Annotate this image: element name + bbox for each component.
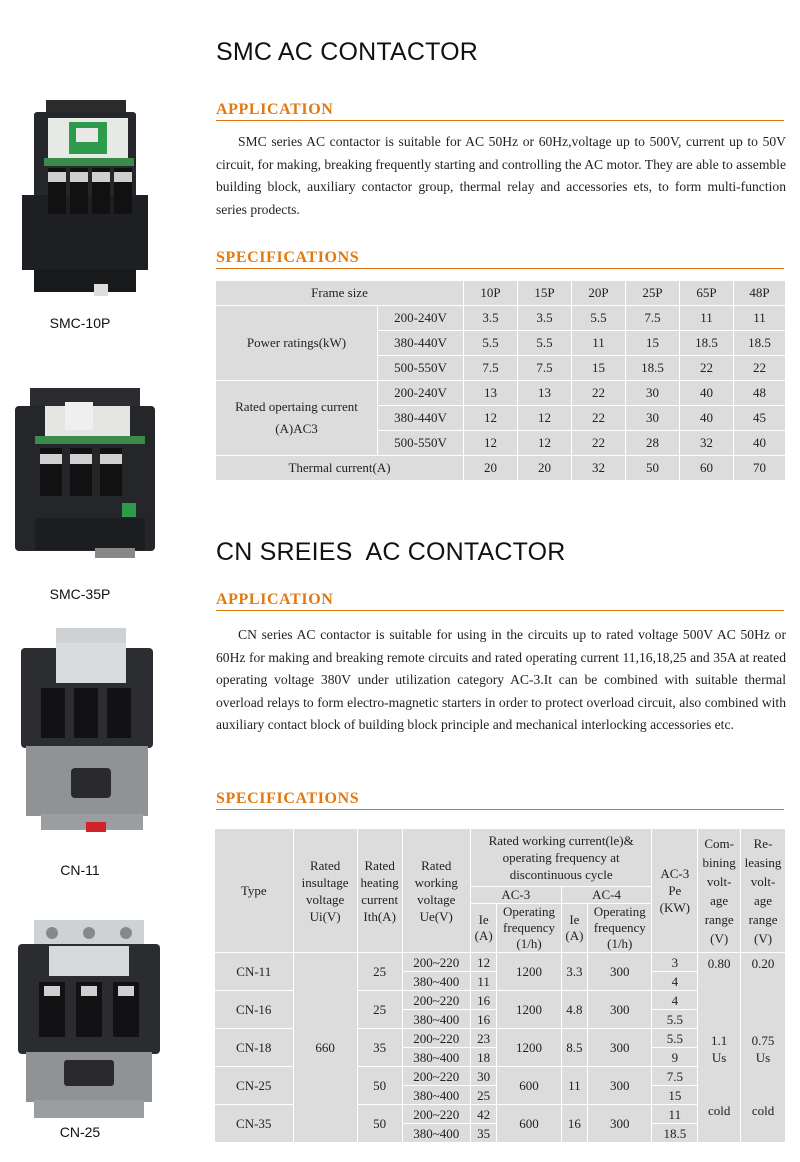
voltage-cell: 200-240V	[378, 381, 464, 406]
table-cell: 7.5	[652, 1067, 698, 1086]
table-cell: 380~400	[402, 1086, 470, 1105]
table-header-row	[215, 829, 786, 887]
table-row	[215, 953, 786, 972]
table-cell: 300	[588, 1029, 652, 1067]
table-cell: 25	[357, 953, 402, 991]
table-cell: 30	[470, 1067, 497, 1086]
table-cell: 13	[464, 381, 518, 406]
frame-header: 15P	[518, 281, 572, 306]
type-cell: CN-35	[215, 1105, 294, 1143]
table-cell: 22	[680, 356, 734, 381]
ui-value-cell: 660	[293, 953, 357, 1143]
frame-header: 20P	[572, 281, 626, 306]
table-row	[216, 456, 786, 481]
table-cell: 15	[652, 1086, 698, 1105]
table-cell: 200~220	[402, 1029, 470, 1048]
table-cell: 300	[588, 1067, 652, 1105]
voltage-cell: 200-240V	[378, 306, 464, 331]
table-cell: 300	[588, 991, 652, 1029]
type-cell: CN-25	[215, 1067, 294, 1105]
table-cell: 13	[518, 381, 572, 406]
table-cell: 22	[572, 381, 626, 406]
table-cell: 5.5	[652, 1029, 698, 1048]
table-cell: 60	[680, 456, 734, 481]
type-cell: CN-16	[215, 991, 294, 1029]
cn-specifications-heading: SPECIFICATIONS	[216, 790, 784, 810]
table-cell: 7.5	[464, 356, 518, 381]
table-cell: 40	[734, 431, 786, 456]
product-caption: SMC-35P	[49, 586, 111, 602]
table-cell: 35	[470, 1124, 497, 1143]
table-cell: 5.5	[518, 331, 572, 356]
product-caption: CN-11	[60, 862, 100, 878]
table-cell: 380~400	[402, 972, 470, 991]
ie-header: Ie (A)	[470, 904, 497, 953]
pe-header: AC-3 Pe (KW)	[652, 829, 698, 953]
smc-specifications-heading: SPECIFICATIONS	[216, 249, 784, 269]
combining-voltage-header: Com- bining volt- age range (V)	[698, 829, 741, 953]
table-cell: 50	[357, 1067, 402, 1105]
combining-voltage-values: 0.80 1.1 Us cold	[698, 953, 741, 1143]
frequency-header: Operating frequency (1/h)	[497, 904, 561, 953]
table-cell: 45	[734, 406, 786, 431]
table-cell: 32	[572, 456, 626, 481]
power-ratings-label: Power ratings(kW)	[216, 306, 378, 381]
table-cell: 300	[588, 1105, 652, 1143]
table-cell: 11	[734, 306, 786, 331]
table-cell: 3.5	[464, 306, 518, 331]
table-cell: 22	[734, 356, 786, 381]
table-cell: 1200	[497, 953, 561, 991]
table-cell: 3.5	[518, 306, 572, 331]
type-cell: CN-18	[215, 1029, 294, 1067]
table-cell: 48	[734, 381, 786, 406]
table-cell: 23	[470, 1029, 497, 1048]
table-row	[216, 306, 786, 331]
cn-application-text: CN series AC contactor is suitable for using in the circuits up to rated voltage 500V AC 50Hz or 60Hz for making and breaking remote circuits and rated operating current 11,16,18,25 and 35A at reated operating voltage 380V under utilization category AC-3.It can be combined with suitable thermal overload relays to form electro-magnetic starters in order to protect overload circuit, also combined with auxiliary contact block of building block principle and mechanical interlocking accessories etc.	[216, 627, 786, 732]
table-cell: 30	[626, 381, 680, 406]
table-cell: 11	[680, 306, 734, 331]
table-cell: 7.5	[626, 306, 680, 331]
smc-35p-photo-icon	[10, 388, 158, 573]
table-cell: 7.5	[518, 356, 572, 381]
table-cell: 4.8	[561, 991, 588, 1029]
cn-25-photo-icon	[14, 920, 164, 1125]
table-cell: 12	[464, 406, 518, 431]
table-cell: 28	[626, 431, 680, 456]
table-cell: 3	[652, 953, 698, 972]
table-cell: 300	[588, 953, 652, 991]
table-cell: 200~220	[402, 991, 470, 1010]
table-cell: 18.5	[734, 331, 786, 356]
table-cell: 16	[470, 991, 497, 1010]
ith-header: Rated heating current Ith(A)	[357, 829, 402, 953]
table-cell: 380~400	[402, 1048, 470, 1067]
table-cell: 200~220	[402, 1105, 470, 1124]
frame-size-label: Frame size	[216, 281, 464, 306]
table-cell: 5.5	[652, 1010, 698, 1029]
table-cell: 5.5	[572, 306, 626, 331]
table-cell: 35	[357, 1029, 402, 1067]
table-cell: 8.5	[561, 1029, 588, 1067]
table-row	[216, 381, 786, 406]
table-cell: 42	[470, 1105, 497, 1124]
frame-header: 25P	[626, 281, 680, 306]
releasing-voltage-header: Re- leasing volt- age range (V)	[741, 829, 786, 953]
table-cell: 11	[561, 1067, 588, 1105]
table-cell: 11	[572, 331, 626, 356]
table-cell: 12	[518, 406, 572, 431]
ac3-header: AC-3	[470, 887, 561, 904]
table-cell: 9	[652, 1048, 698, 1067]
table-cell: 20	[518, 456, 572, 481]
table-cell: 1200	[497, 1029, 561, 1067]
cn-spec-table	[214, 828, 786, 1143]
voltage-cell: 500-550V	[378, 356, 464, 381]
table-cell: 12	[470, 953, 497, 972]
product-caption: SMC-10P	[49, 315, 111, 331]
table-cell: 15	[626, 331, 680, 356]
frame-header: 65P	[680, 281, 734, 306]
ui-header: Rated insultage voltage Ui(V)	[293, 829, 357, 953]
type-cell: CN-11	[215, 953, 294, 991]
voltage-cell: 380-440V	[378, 406, 464, 431]
frame-header: 10P	[464, 281, 518, 306]
type-header: Type	[215, 829, 294, 953]
cn-application-heading: APPLICATION	[216, 591, 784, 611]
table-cell: 1200	[497, 991, 561, 1029]
ac4-header: AC-4	[561, 887, 652, 904]
cn-title: CN SREIES AC CONTACTOR	[216, 538, 566, 566]
table-cell: 40	[680, 381, 734, 406]
table-cell: 380~400	[402, 1010, 470, 1029]
voltage-cell: 380-440V	[378, 331, 464, 356]
cn-11-photo-icon	[16, 628, 158, 838]
table-cell: 600	[497, 1105, 561, 1143]
releasing-voltage-values: 0.20 0.75 Us cold	[741, 953, 786, 1143]
table-cell: 25	[357, 991, 402, 1029]
table-cell: 22	[572, 406, 626, 431]
rated-current-label: Rated opertaing current (A)AC3	[216, 381, 378, 456]
table-cell: 16	[561, 1105, 588, 1143]
table-cell: 50	[626, 456, 680, 481]
ie-header: Ie (A)	[561, 904, 588, 953]
table-cell: 32	[680, 431, 734, 456]
product-caption: CN-25	[59, 1124, 101, 1140]
frame-header: 48P	[734, 281, 786, 306]
table-cell: 380~400	[402, 1124, 470, 1143]
table-cell: 200~220	[402, 1067, 470, 1086]
table-cell: 15	[572, 356, 626, 381]
smc-10p-photo-icon	[14, 100, 156, 305]
thermal-current-label: Thermal current(A)	[216, 456, 464, 481]
table-cell: 11	[470, 972, 497, 991]
table-cell: 70	[734, 456, 786, 481]
table-cell: 18.5	[680, 331, 734, 356]
frequency-header: Operating frequency (1/h)	[588, 904, 652, 953]
table-cell: 4	[652, 991, 698, 1010]
table-cell: 18	[470, 1048, 497, 1067]
table-cell: 40	[680, 406, 734, 431]
table-cell: 200~220	[402, 953, 470, 972]
table-cell: 12	[464, 431, 518, 456]
smc-spec-table	[215, 280, 786, 481]
table-cell: 20	[464, 456, 518, 481]
table-cell: 18.5	[626, 356, 680, 381]
table-row	[216, 281, 786, 306]
smc-application-text: SMC series AC contactor is suitable for AC 50Hz or 60Hz,voltage up to 500V, current up to 50V circuit, for making, breaking frequently starting and controlling the AC motor. They are able to assemble building block, auxiliary contactor group, thermal relay and accessories ets, to form multi-function series prodects.	[216, 134, 786, 217]
table-cell: 4	[652, 972, 698, 991]
voltage-cell: 500-550V	[378, 431, 464, 456]
smc-application-heading: APPLICATION	[216, 101, 784, 121]
table-cell: 5.5	[464, 331, 518, 356]
table-cell: 25	[470, 1086, 497, 1105]
table-cell: 50	[357, 1105, 402, 1143]
table-cell: 30	[626, 406, 680, 431]
smc-title: SMC AC CONTACTOR	[216, 38, 479, 66]
table-cell: 22	[572, 431, 626, 456]
table-cell: 3.3	[561, 953, 588, 991]
table-cell: 11	[652, 1105, 698, 1124]
table-cell: 18.5	[652, 1124, 698, 1143]
table-cell: 600	[497, 1067, 561, 1105]
table-cell: 12	[518, 431, 572, 456]
rated-working-header: Rated working current(le)& operating frequency at discontinuous cycle	[470, 829, 651, 887]
table-cell: 16	[470, 1010, 497, 1029]
ue-header: Rated working voltage Ue(V)	[402, 829, 470, 953]
